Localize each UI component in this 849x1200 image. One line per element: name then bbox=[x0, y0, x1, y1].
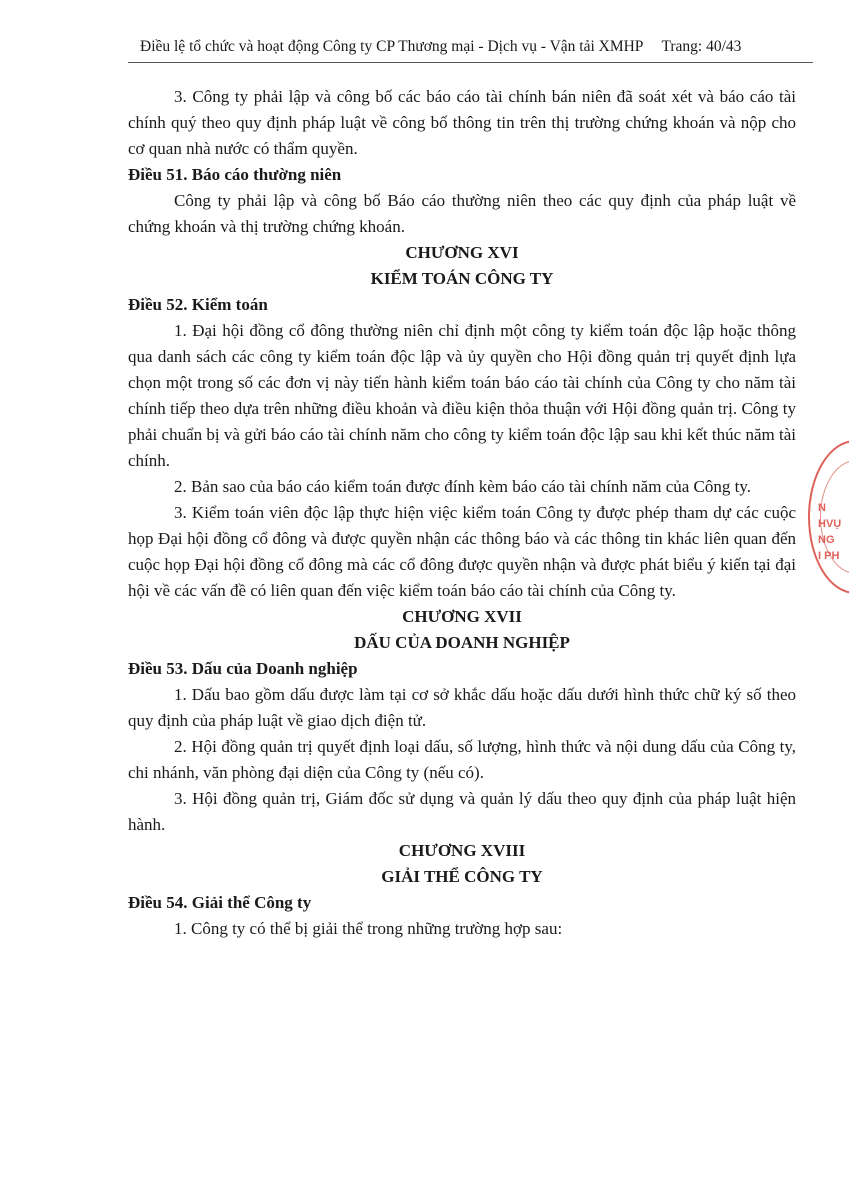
document-body bbox=[128, 84, 796, 942]
article-51-title: Điều 51. Báo cáo thường niên bbox=[128, 165, 342, 184]
header-divider bbox=[128, 62, 813, 63]
seal-text bbox=[818, 500, 841, 564]
article-52-title: Điều 52. Kiểm toán bbox=[128, 295, 268, 314]
chapter-17-title: DẤU CỦA DOANH NGHIỆP bbox=[354, 633, 570, 652]
seal-line: I PH bbox=[818, 550, 840, 562]
article-53-title: Điều 53. Dấu của Doanh nghiệp bbox=[128, 659, 358, 678]
article-51-clause-1: Công ty phải lập và công bố Báo cáo thường niên theo các quy định của pháp luật về chứng khoán và thị trường chứng khoán. bbox=[128, 191, 796, 236]
article-53-clause-1: 1. Dấu bao gồm dấu được làm tại cơ sở khắc dấu hoặc dấu dưới hình thức chữ ký số theo quy định của pháp luật về giao dịch điện tử. bbox=[128, 685, 796, 730]
chapter-16-number: CHƯƠNG XVI bbox=[405, 243, 519, 262]
article-52-clause-3: 3. Kiểm toán viên độc lập thực hiện việc kiểm toán Công ty được phép tham dự các cuộc họp Đại hội đồng cổ đông và được quyền nhận các thông báo và các thông tin khác liên quan đến cuộc họp Đại hội đồng cổ đông mà các cổ đông được quyền nhận và được phát biểu ý kiến tại đại hội về các vấn đề có liên quan đến việc kiểm toán báo cáo tài chính của Công ty. bbox=[128, 503, 796, 600]
document-title: Điều lệ tổ chức và hoạt động Công ty CP Thương mại - Dịch vụ - Vận tải XMHP bbox=[140, 38, 644, 55]
page-number: Trang: 40/43 bbox=[661, 38, 742, 55]
page-header bbox=[140, 38, 809, 56]
article-54-clause-1: 1. Công ty có thể bị giải thể trong những trường hợp sau: bbox=[174, 919, 563, 938]
article-53-clause-3: 3. Hội đồng quản trị, Giám đốc sử dụng và quản lý dấu theo quy định của pháp luật hiện hành. bbox=[128, 789, 796, 834]
chapter-17-number: CHƯƠNG XVII bbox=[402, 607, 522, 626]
article-54-title: Điều 54. Giải thể Công ty bbox=[128, 893, 312, 912]
seal-line: N bbox=[818, 502, 826, 514]
chapter-16-title: KIỂM TOÁN CÔNG TY bbox=[370, 269, 554, 288]
article-53-clause-2: 2. Hội đồng quản trị quyết định loại dấu, số lượng, hình thức và nội dung dấu của Công ty, chi nhánh, văn phòng đại diện của Công ty (nếu có). bbox=[128, 737, 796, 782]
chapter-18-number: CHƯƠNG XVIII bbox=[398, 841, 526, 860]
article-52-clause-1: 1. Đại hội đồng cổ đông thường niên chỉ định một công ty kiểm toán độc lập hoặc thông qua danh sách các công ty kiểm toán độc lập và ủy quyền cho Hội đồng quản trị quyết định lựa chọn một trong số các đơn vị này tiến hành kiểm toán báo cáo tài chính của Công ty cho năm tài chính tiếp theo dựa trên những điều khoản và điều kiện thỏa thuận với Hội đồng quản trị. Công ty phải chuẩn bị và gửi báo cáo tài chính năm cho công ty kiểm toán độc lập sau khi kết thúc năm tài chính. bbox=[128, 321, 796, 470]
seal-line: HVỤ bbox=[818, 518, 842, 530]
seal-line: NG bbox=[818, 534, 835, 546]
article-50-clause-3: 3. Công ty phải lập và công bố các báo cáo tài chính bán niên đã soát xét và báo cáo tài chính quý theo quy định pháp luật về công bố thông tin trên thị trường chứng khoán và nộp cho cơ quan nhà nước có thẩm quyền. bbox=[128, 87, 796, 158]
company-seal-stamp bbox=[808, 440, 849, 594]
article-52-clause-2: 2. Bản sao của báo cáo kiểm toán được đính kèm báo cáo tài chính năm của Công ty. bbox=[174, 477, 751, 496]
chapter-18-title: GIẢI THỂ CÔNG TY bbox=[381, 867, 543, 886]
